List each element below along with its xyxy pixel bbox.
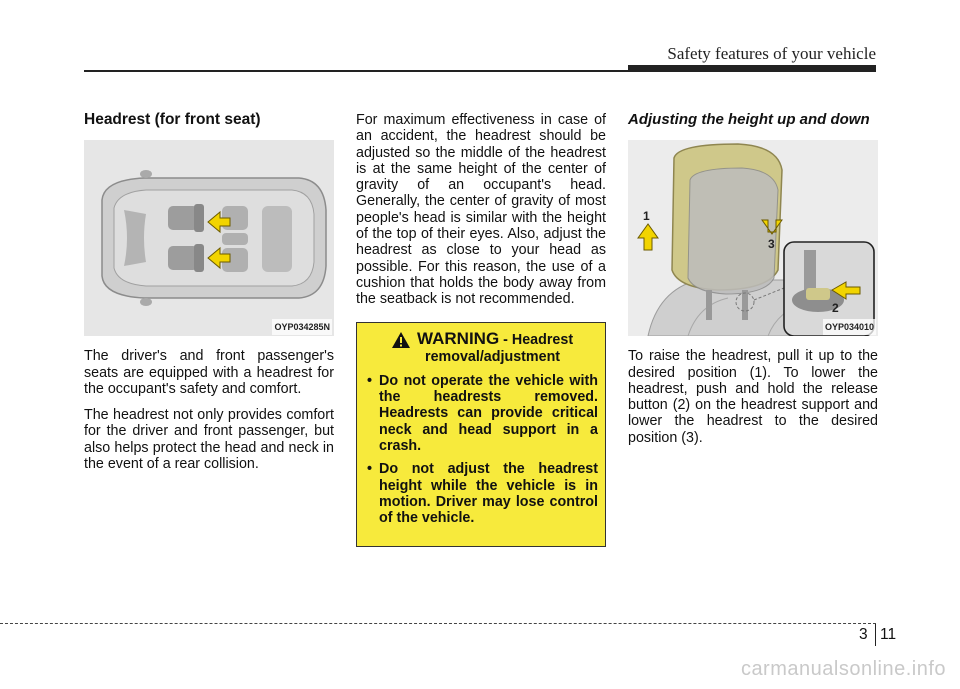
paragraph: For maximum effectiveness in case of an accident, the headrest should be adjusted so the middle of the headrest is at the same height of the center of gravity of an occupant's head. Generally, the center of gravity of most people's head is similar with the height of the top of their eyes. Also, adjust the headrest as close to your head as possible. For this reason, the use of a cushion that holds the body away from the seatback is not recommended.	[356, 112, 606, 308]
warning-header	[365, 328, 598, 349]
left-column	[84, 100, 334, 472]
running-header: Safety features of your vehicle	[667, 44, 876, 63]
car-seat-figure	[84, 140, 334, 336]
warning-title: WARNING	[417, 328, 500, 348]
warning-list	[365, 373, 598, 527]
warning-subtitle-line2: removal/adjustment	[425, 348, 561, 365]
middle-column	[356, 112, 606, 547]
paragraph: To raise the headrest, pull it up to the desired position (1). To lower the headrest, push and hold the release button (2) on the headrest support and lower the headrest to the desired position (3).	[628, 348, 878, 446]
footer-rule	[0, 623, 876, 624]
right-column	[628, 100, 878, 446]
warning-triangle-icon	[391, 331, 411, 349]
sub-heading: Adjusting the height up and down	[628, 111, 870, 128]
paragraph: The driver's and front passenger's seats are equipped with a headrest for the occupant's safety and comfort.	[84, 348, 334, 397]
figure-code: OYP034285N	[272, 319, 332, 335]
car-top-view-illustration	[84, 140, 334, 336]
footer-separator	[875, 624, 876, 646]
warning-subtitle: - Headrest	[503, 331, 574, 348]
warning-item: • Do not adjust the headrest height while the vehicle is in motion. Driver may lose control of the vehicle.	[365, 461, 598, 526]
page-number: 11	[880, 626, 897, 643]
figure-code: OYP034010	[823, 319, 876, 335]
headrest-figure	[628, 140, 878, 336]
warning-box	[356, 322, 606, 547]
callout-2: 2	[832, 301, 839, 316]
callout-3: 3	[768, 237, 775, 252]
callout-1: 1	[643, 209, 650, 224]
chapter-number: 3	[859, 626, 868, 643]
watermark: carmanualsonline.info	[740, 658, 946, 680]
paragraph: The headrest not only provides comfort for the driver and front passenger, but also helps protect the head and neck in the event of a rear collision.	[84, 407, 334, 473]
header-rule	[84, 70, 876, 72]
section-heading: Headrest (for front seat)	[84, 111, 261, 128]
headrest-adjustment-illustration	[628, 140, 878, 336]
warning-item: • Do not operate the vehicle with the headrests removed. Headrests can provide critical neck and head support in a crash.	[365, 373, 598, 454]
